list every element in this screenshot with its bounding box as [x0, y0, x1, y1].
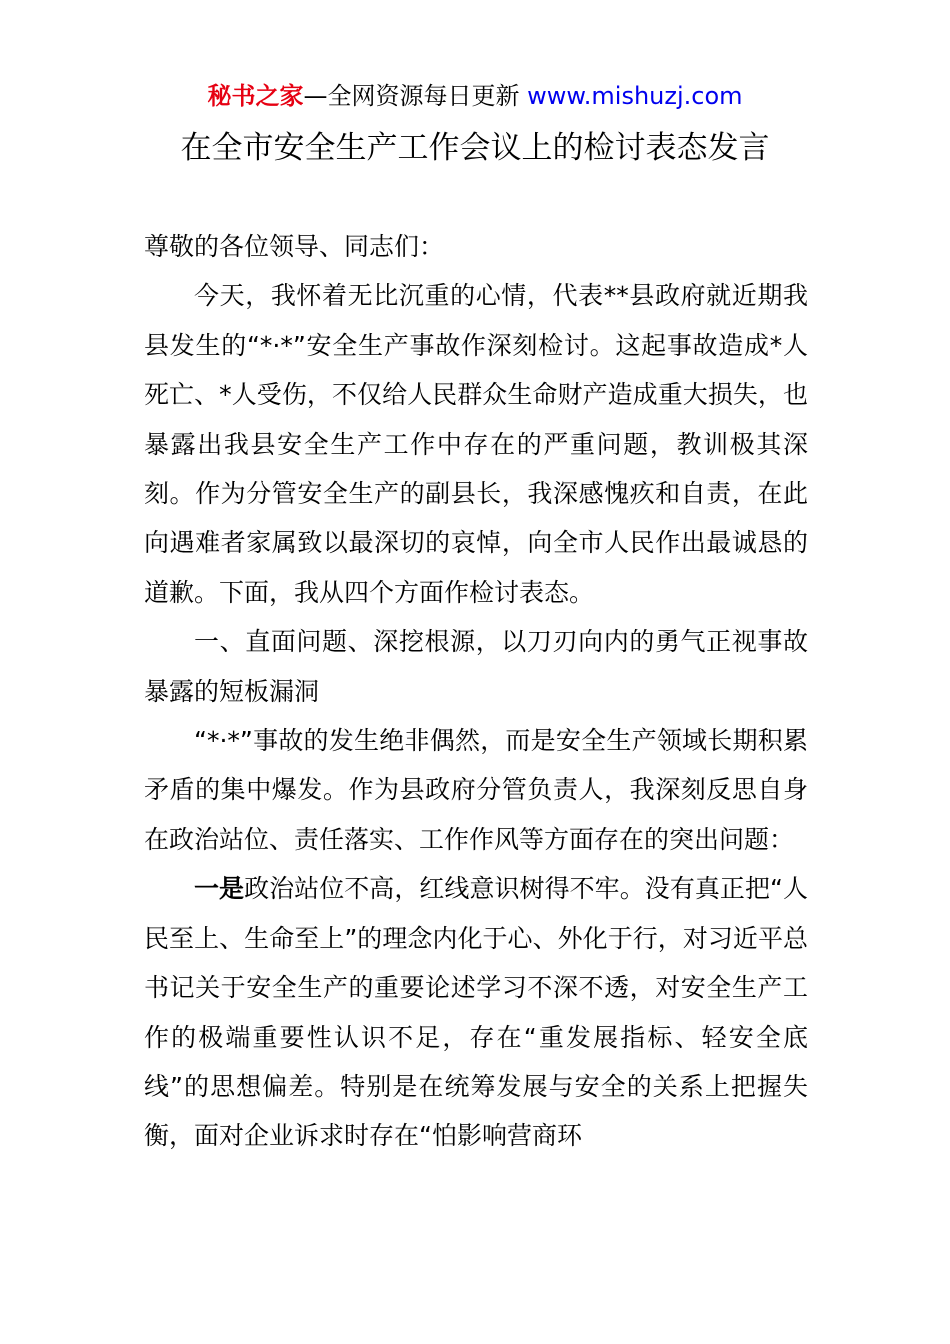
- document-body: [144, 222, 808, 1161]
- point-1-lead: 一是: [194, 874, 245, 904]
- header-tagline: —全网资源每日更新: [303, 82, 520, 110]
- brand-name: 秘书之家: [207, 82, 304, 110]
- salutation: 尊敬的各位领导、同志们：: [144, 232, 445, 261]
- paragraph-point-1: [144, 864, 808, 1160]
- section-heading-1: 一、直面问题、深挖根源，以刀刃向内的勇气正视事故暴露的短板漏洞: [144, 627, 808, 706]
- site-url-link[interactable]: www.mishuzj.com: [527, 82, 743, 110]
- point-1-body: 政治站位不高，红线意识树得不牢。没有真正把“人民至上、生命至上”的理念内化于心、外化于行，对习近平总书记关于安全生产的重要论述学习不深不透，对安全生产工作的极端重要性认识不足，存在“重发展指标、轻安全底线”的思想偏差。特别是在统筹发展与安全的关系上把握失衡，面对企业诉求时存在“怕影响营商环: [144, 874, 808, 1151]
- site-header: [0, 80, 950, 112]
- document-title: 在全市安全生产工作会议上的检讨表态发言: [180, 130, 770, 166]
- paragraph-intro: 今天，我怀着无比沉重的心情，代表**县政府就近期我县发生的“*·*”安全生产事故作深刻检讨。这起事故造成*人死亡、*人受伤，不仅给人民群众生命财产造成重大损失，也暴露出我县安全生产工作中存在的严重问题，教训极其深刻。作为分管安全生产的副县长，我深感愧疚和自责，在此向遇难者家属致以最深切的哀悼，向全市人民作出最诚恳的道歉。下面，我从四个方面作检讨表态。: [144, 281, 808, 607]
- paragraph-reflection: “*·*”事故的发生绝非偶然，而是安全生产领域长期积累矛盾的集中爆发。作为县政府分管负责人，我深刻反思自身在政治站位、责任落实、工作作风等方面存在的突出问题：: [144, 726, 808, 854]
